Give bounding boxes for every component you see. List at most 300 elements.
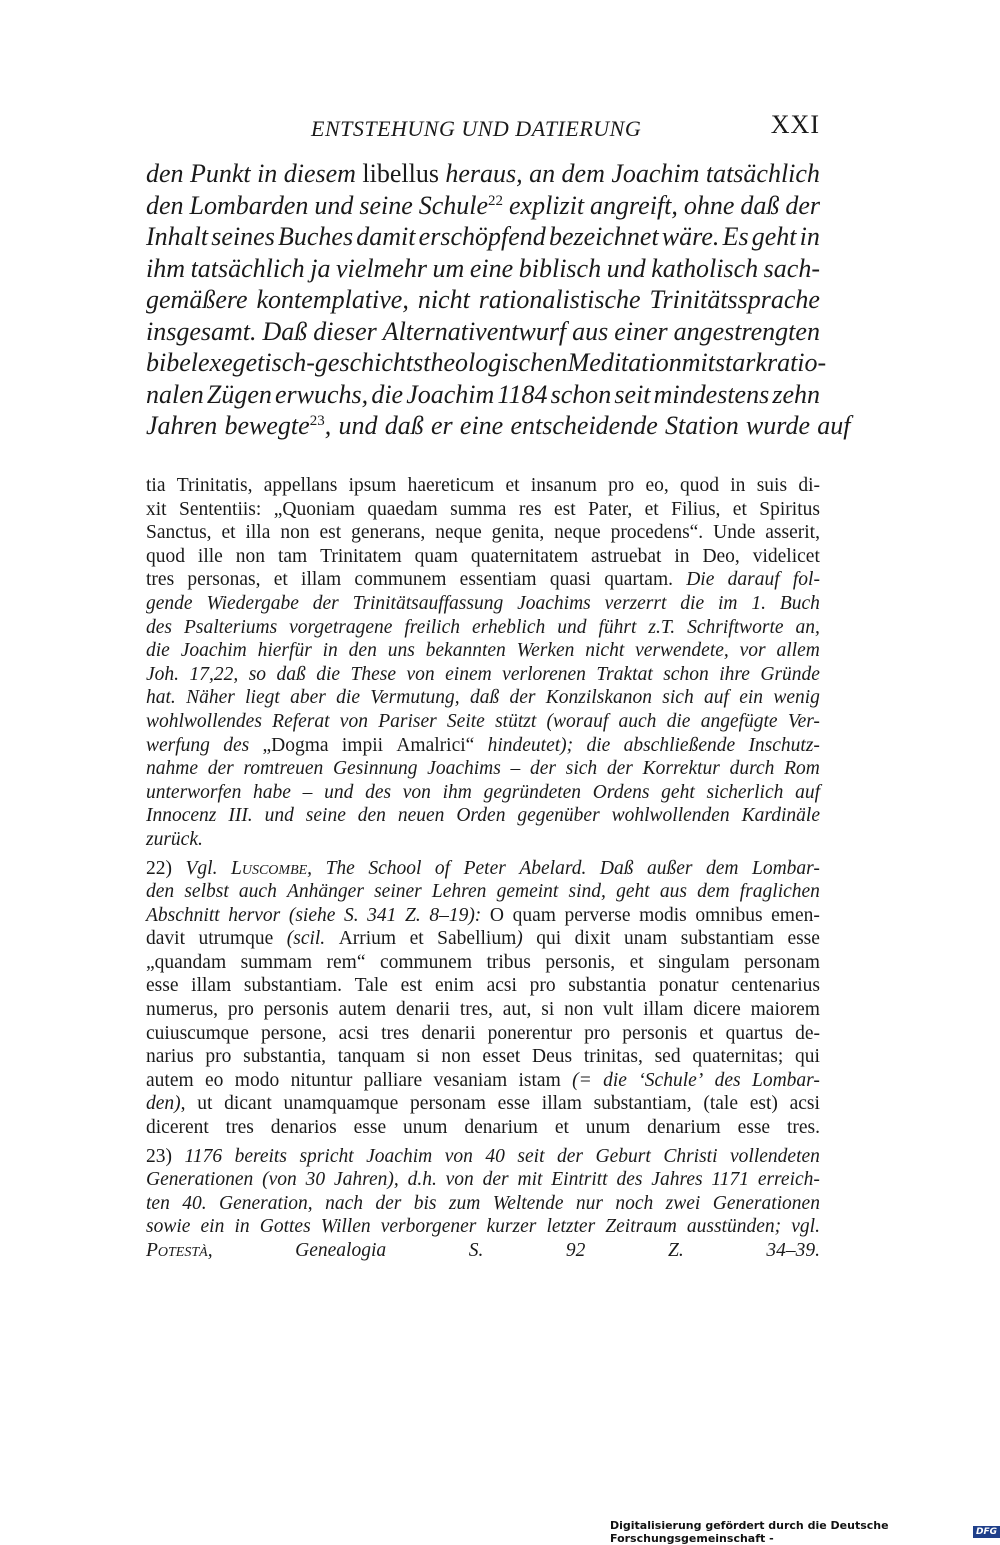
text-run: bis bbox=[413, 1192, 437, 1214]
word bbox=[146, 757, 198, 781]
word bbox=[680, 474, 719, 498]
text-run: haereticum bbox=[407, 475, 495, 496]
text-run: singulam bbox=[658, 951, 730, 973]
text-run: Potestà bbox=[146, 1240, 208, 1261]
text-run: sich bbox=[662, 687, 694, 709]
word bbox=[407, 663, 435, 687]
text-run: geht bbox=[616, 881, 650, 903]
word bbox=[445, 663, 492, 687]
word bbox=[339, 927, 396, 951]
text-run: Zeitraum bbox=[605, 1216, 677, 1238]
text-run: ) bbox=[516, 928, 523, 950]
word bbox=[495, 710, 536, 734]
word bbox=[146, 1022, 249, 1046]
text-run: d.h. bbox=[407, 1169, 437, 1191]
text-run: freilich bbox=[404, 616, 460, 638]
word bbox=[788, 710, 820, 734]
word bbox=[264, 474, 338, 498]
text-run: der bbox=[509, 687, 536, 709]
text-line bbox=[146, 253, 820, 285]
word bbox=[704, 686, 729, 710]
word bbox=[701, 710, 778, 734]
text-run: die bbox=[336, 687, 360, 709]
text-run: daß bbox=[276, 663, 306, 685]
text-run: tia bbox=[146, 475, 166, 496]
word bbox=[772, 379, 820, 411]
text-run: und bbox=[314, 190, 354, 220]
text-run: angreift, bbox=[590, 190, 678, 220]
word bbox=[773, 686, 820, 710]
text-run: schon bbox=[663, 663, 709, 685]
word bbox=[611, 521, 704, 545]
word bbox=[344, 904, 359, 928]
word bbox=[443, 781, 472, 805]
word bbox=[146, 1045, 194, 1069]
text-run: auf bbox=[704, 687, 729, 709]
word bbox=[513, 904, 556, 928]
text-run: denarium bbox=[647, 1117, 721, 1139]
word bbox=[639, 904, 687, 928]
text-line bbox=[146, 927, 820, 951]
word bbox=[665, 410, 739, 442]
text-run: Sententiis: bbox=[178, 498, 262, 520]
word bbox=[191, 253, 305, 285]
word bbox=[686, 568, 714, 592]
word bbox=[226, 1116, 254, 1140]
text-run: des bbox=[365, 781, 392, 803]
word bbox=[146, 1192, 170, 1216]
text-run: diesem bbox=[283, 159, 356, 188]
word bbox=[671, 498, 720, 522]
text-run: vielmehr bbox=[336, 253, 427, 283]
text-run: und bbox=[606, 253, 646, 283]
text-run: seine bbox=[359, 190, 413, 220]
word bbox=[338, 998, 386, 1022]
text-run: fol- bbox=[792, 569, 820, 591]
word bbox=[445, 1145, 473, 1169]
text-line bbox=[146, 639, 820, 663]
word bbox=[650, 284, 820, 316]
word bbox=[146, 998, 218, 1022]
word bbox=[730, 757, 775, 781]
text-run: nituntur bbox=[290, 1069, 353, 1091]
word bbox=[604, 568, 673, 592]
text-run: Peter bbox=[463, 857, 506, 879]
word bbox=[316, 663, 340, 687]
text-run: er bbox=[430, 411, 453, 440]
word bbox=[740, 190, 779, 222]
word bbox=[277, 663, 306, 687]
text-run: sich bbox=[565, 758, 598, 780]
word bbox=[405, 904, 421, 928]
text-run: darauf bbox=[727, 569, 780, 591]
word bbox=[359, 190, 412, 222]
word bbox=[146, 904, 220, 928]
word bbox=[598, 616, 636, 640]
text-run: habe bbox=[253, 781, 291, 803]
text-run: videlicet bbox=[752, 545, 820, 567]
word bbox=[303, 781, 313, 805]
word bbox=[483, 1168, 509, 1192]
text-run: ihre bbox=[719, 663, 750, 685]
word bbox=[249, 663, 266, 687]
text-run: Schriftworte bbox=[687, 616, 784, 638]
word bbox=[432, 880, 487, 904]
word bbox=[541, 998, 554, 1022]
text-run: Ordens bbox=[592, 781, 650, 803]
word bbox=[605, 1215, 677, 1239]
word bbox=[262, 1168, 297, 1192]
word bbox=[479, 284, 641, 316]
text-run: ratio- bbox=[766, 348, 827, 377]
word bbox=[184, 880, 228, 904]
word bbox=[651, 253, 758, 285]
word bbox=[787, 1116, 820, 1140]
text-line bbox=[146, 998, 820, 1022]
word bbox=[586, 734, 610, 758]
text-run: Gottes bbox=[259, 1216, 311, 1238]
text-run: und bbox=[324, 781, 354, 803]
word bbox=[795, 781, 820, 805]
word bbox=[607, 757, 633, 781]
text-run: uns bbox=[387, 640, 415, 662]
text-line bbox=[146, 1045, 820, 1069]
word bbox=[564, 998, 593, 1022]
text-run: und bbox=[264, 805, 294, 827]
text-line bbox=[146, 974, 820, 998]
text-run: est bbox=[554, 498, 576, 520]
text-run: explizit bbox=[508, 190, 585, 220]
text-run: de- bbox=[795, 1022, 820, 1044]
word bbox=[752, 1069, 820, 1093]
word bbox=[488, 1022, 572, 1046]
word bbox=[615, 1192, 653, 1216]
word bbox=[263, 734, 329, 758]
word bbox=[550, 568, 591, 592]
word bbox=[274, 498, 355, 522]
text-run: Gesinnung bbox=[332, 758, 418, 780]
text-run: zehn bbox=[772, 379, 820, 409]
text-run: in bbox=[257, 159, 278, 188]
text-run: 40. bbox=[182, 1192, 207, 1214]
text-run: Joachims bbox=[517, 592, 591, 614]
word bbox=[616, 1168, 642, 1192]
word bbox=[562, 158, 605, 190]
text-run: verzerrt bbox=[604, 592, 667, 614]
text-run: bereits bbox=[234, 1145, 287, 1167]
word bbox=[146, 1215, 190, 1239]
word bbox=[435, 521, 482, 545]
text-run: istam bbox=[518, 1069, 561, 1091]
text-run: vgl. bbox=[791, 1216, 820, 1238]
text-run: Joh. bbox=[146, 663, 180, 685]
text-line bbox=[146, 1069, 820, 1093]
text-run: ten bbox=[146, 1192, 170, 1214]
text-run: Wiedergabe bbox=[206, 592, 299, 614]
text-run: dicerent bbox=[146, 1117, 209, 1139]
word bbox=[692, 1045, 783, 1069]
text-run: nicht bbox=[585, 640, 625, 662]
text-run: unum bbox=[585, 1117, 631, 1139]
word bbox=[760, 663, 820, 687]
page-number: XXI bbox=[770, 110, 820, 139]
text-run: genita, bbox=[491, 522, 545, 544]
word bbox=[146, 253, 185, 285]
text-run: et bbox=[644, 498, 659, 520]
word bbox=[503, 998, 532, 1022]
word bbox=[364, 1069, 422, 1093]
text-run: seines bbox=[211, 222, 275, 251]
text-run: gegenüber bbox=[517, 805, 600, 827]
text-run: personis bbox=[622, 1022, 688, 1044]
word bbox=[566, 757, 597, 781]
word bbox=[415, 545, 458, 569]
text-run: ohne bbox=[683, 190, 735, 220]
text-run: acsi bbox=[338, 1022, 369, 1044]
text-run: emen- bbox=[771, 904, 820, 926]
word bbox=[396, 734, 474, 758]
word bbox=[662, 221, 720, 253]
text-run: pro bbox=[227, 999, 254, 1021]
text-line bbox=[146, 1116, 820, 1140]
word bbox=[519, 253, 601, 285]
text-run: unamquamque bbox=[283, 1093, 399, 1115]
text-run: Konzilskanon bbox=[545, 687, 652, 709]
word bbox=[221, 521, 235, 545]
text-run: et bbox=[409, 928, 424, 950]
word bbox=[146, 880, 174, 904]
text-run: non bbox=[441, 1046, 471, 1068]
text-line bbox=[146, 828, 820, 852]
text-run: fraglichen bbox=[739, 881, 820, 903]
text-run: Weltende bbox=[492, 1192, 564, 1214]
word bbox=[576, 1192, 603, 1216]
word bbox=[624, 734, 736, 758]
word bbox=[219, 1192, 313, 1216]
word bbox=[396, 998, 450, 1022]
word bbox=[310, 253, 330, 285]
word bbox=[338, 410, 377, 442]
text-run: der bbox=[482, 1169, 509, 1191]
text-line bbox=[146, 545, 820, 569]
text-run: modis bbox=[639, 904, 687, 926]
text-run: quod bbox=[146, 545, 185, 567]
text-run: et bbox=[732, 498, 747, 520]
word bbox=[588, 498, 632, 522]
word bbox=[638, 1069, 703, 1093]
text-run: Sanctus, bbox=[146, 522, 212, 544]
text-line bbox=[146, 592, 820, 616]
word bbox=[470, 686, 499, 710]
text-run: illam bbox=[191, 975, 232, 997]
text-run: (= bbox=[572, 1069, 592, 1091]
word bbox=[187, 568, 260, 592]
text-run: dieser bbox=[313, 316, 377, 346]
word bbox=[647, 857, 693, 881]
word bbox=[702, 545, 739, 569]
word bbox=[385, 410, 424, 442]
word bbox=[630, 951, 644, 975]
text-line bbox=[146, 221, 820, 253]
word bbox=[245, 521, 270, 545]
text-run: mit bbox=[681, 348, 715, 377]
text-run: Eintritt bbox=[551, 1169, 608, 1191]
word bbox=[365, 781, 391, 805]
word bbox=[519, 498, 542, 522]
text-run: geht bbox=[751, 222, 797, 251]
word bbox=[744, 951, 820, 975]
text-run: quaternitatem bbox=[470, 545, 579, 567]
word bbox=[593, 781, 650, 805]
word bbox=[551, 379, 612, 411]
word bbox=[421, 1022, 475, 1046]
text-run: Es bbox=[722, 222, 749, 251]
text-run: persone, bbox=[261, 1022, 327, 1044]
text-run: Trinitatem bbox=[320, 545, 402, 567]
text-run: acsi bbox=[486, 975, 517, 997]
text-run: Station bbox=[665, 411, 739, 440]
text-line bbox=[146, 158, 820, 190]
word bbox=[184, 616, 277, 640]
word bbox=[408, 474, 495, 498]
word bbox=[146, 221, 208, 253]
text-line bbox=[146, 1168, 820, 1192]
text-run: Die bbox=[686, 569, 715, 591]
word bbox=[323, 639, 338, 663]
word bbox=[234, 1215, 249, 1239]
text-run: kurzer bbox=[486, 1216, 537, 1238]
text-run: nahme bbox=[146, 758, 198, 780]
text-run: eo, bbox=[645, 475, 669, 496]
text-run: Jahren bbox=[146, 411, 218, 440]
word bbox=[752, 857, 820, 881]
text-run: bekannten bbox=[425, 640, 506, 662]
main-text bbox=[146, 158, 851, 442]
word bbox=[509, 190, 584, 222]
text-run: personas, bbox=[187, 569, 261, 591]
text-run: Lehren bbox=[431, 881, 487, 903]
text-run: Trinitätsauffassung bbox=[352, 592, 504, 614]
text-run: Generationen bbox=[146, 1169, 254, 1191]
text-line bbox=[146, 316, 820, 348]
text-run: und bbox=[557, 616, 587, 638]
text-run: des bbox=[146, 616, 172, 638]
word bbox=[766, 1239, 820, 1263]
word bbox=[765, 521, 820, 545]
word bbox=[492, 521, 545, 545]
word bbox=[658, 951, 730, 975]
word bbox=[486, 951, 530, 975]
text-run: ponerentur bbox=[487, 1022, 573, 1044]
text-run: angefügte bbox=[700, 710, 778, 732]
text-run: abschließende bbox=[623, 734, 736, 756]
word bbox=[179, 498, 261, 522]
word bbox=[600, 857, 634, 881]
text-run: tres, bbox=[459, 999, 493, 1021]
text-run: auch bbox=[618, 710, 657, 732]
word bbox=[236, 545, 265, 569]
text-run: cuiuscumque bbox=[146, 1022, 249, 1044]
text-run: esset bbox=[482, 1046, 521, 1068]
text-run: ipsum bbox=[348, 475, 397, 496]
text-run: 8–19): bbox=[429, 904, 482, 926]
word bbox=[748, 734, 820, 758]
text-run: Jahren), bbox=[333, 1169, 399, 1191]
word bbox=[408, 1168, 437, 1192]
text-run: Joachims bbox=[427, 758, 501, 780]
word bbox=[663, 663, 709, 687]
word bbox=[404, 616, 460, 640]
word bbox=[228, 904, 280, 928]
text-line bbox=[146, 951, 820, 975]
word bbox=[693, 998, 741, 1022]
text-run: erheblich bbox=[471, 616, 546, 638]
word bbox=[572, 1069, 592, 1093]
word bbox=[243, 1045, 326, 1069]
word bbox=[367, 904, 396, 928]
word bbox=[511, 757, 521, 781]
text-run: romtreuen bbox=[243, 758, 324, 780]
text-run: denarii bbox=[421, 1022, 476, 1044]
text-run: seine bbox=[305, 805, 346, 827]
word bbox=[471, 545, 578, 569]
word bbox=[146, 568, 174, 592]
text-run: gemeint bbox=[496, 881, 559, 903]
word bbox=[191, 974, 231, 998]
text-run: substantiam. bbox=[243, 975, 342, 997]
text-line bbox=[146, 804, 820, 828]
text-run: 40 bbox=[485, 1145, 505, 1167]
text-run: Traktat bbox=[596, 663, 653, 685]
text-run: den bbox=[357, 805, 386, 827]
text-run: Rom bbox=[784, 758, 820, 780]
word bbox=[542, 1092, 582, 1116]
word bbox=[333, 757, 418, 781]
text-run: ihm bbox=[442, 781, 472, 803]
text-run: Abelard. bbox=[519, 857, 587, 879]
word bbox=[532, 1045, 572, 1069]
word bbox=[715, 347, 767, 379]
word bbox=[546, 686, 652, 710]
text-run: centenarius bbox=[731, 975, 820, 997]
word bbox=[177, 474, 253, 498]
word bbox=[643, 998, 683, 1022]
word bbox=[497, 880, 559, 904]
word bbox=[201, 1215, 225, 1239]
word bbox=[687, 616, 783, 640]
word bbox=[719, 663, 750, 687]
text-run: einem bbox=[445, 663, 492, 685]
word bbox=[767, 347, 826, 379]
text-run: dicant bbox=[224, 1093, 272, 1115]
word bbox=[186, 857, 218, 881]
word bbox=[575, 927, 611, 951]
text-run: Pater, bbox=[588, 498, 633, 520]
word bbox=[431, 410, 453, 442]
word bbox=[584, 1022, 610, 1046]
text-run: neque bbox=[554, 522, 601, 544]
text-run: gegründeten bbox=[483, 781, 582, 803]
word bbox=[275, 379, 368, 411]
text-run: personam bbox=[744, 951, 820, 973]
word bbox=[568, 974, 646, 998]
word bbox=[731, 974, 820, 998]
word bbox=[655, 1045, 681, 1069]
text-run: liegt bbox=[245, 687, 280, 709]
word bbox=[488, 734, 574, 758]
text-run: hindeutet); bbox=[487, 734, 574, 756]
word bbox=[733, 498, 747, 522]
